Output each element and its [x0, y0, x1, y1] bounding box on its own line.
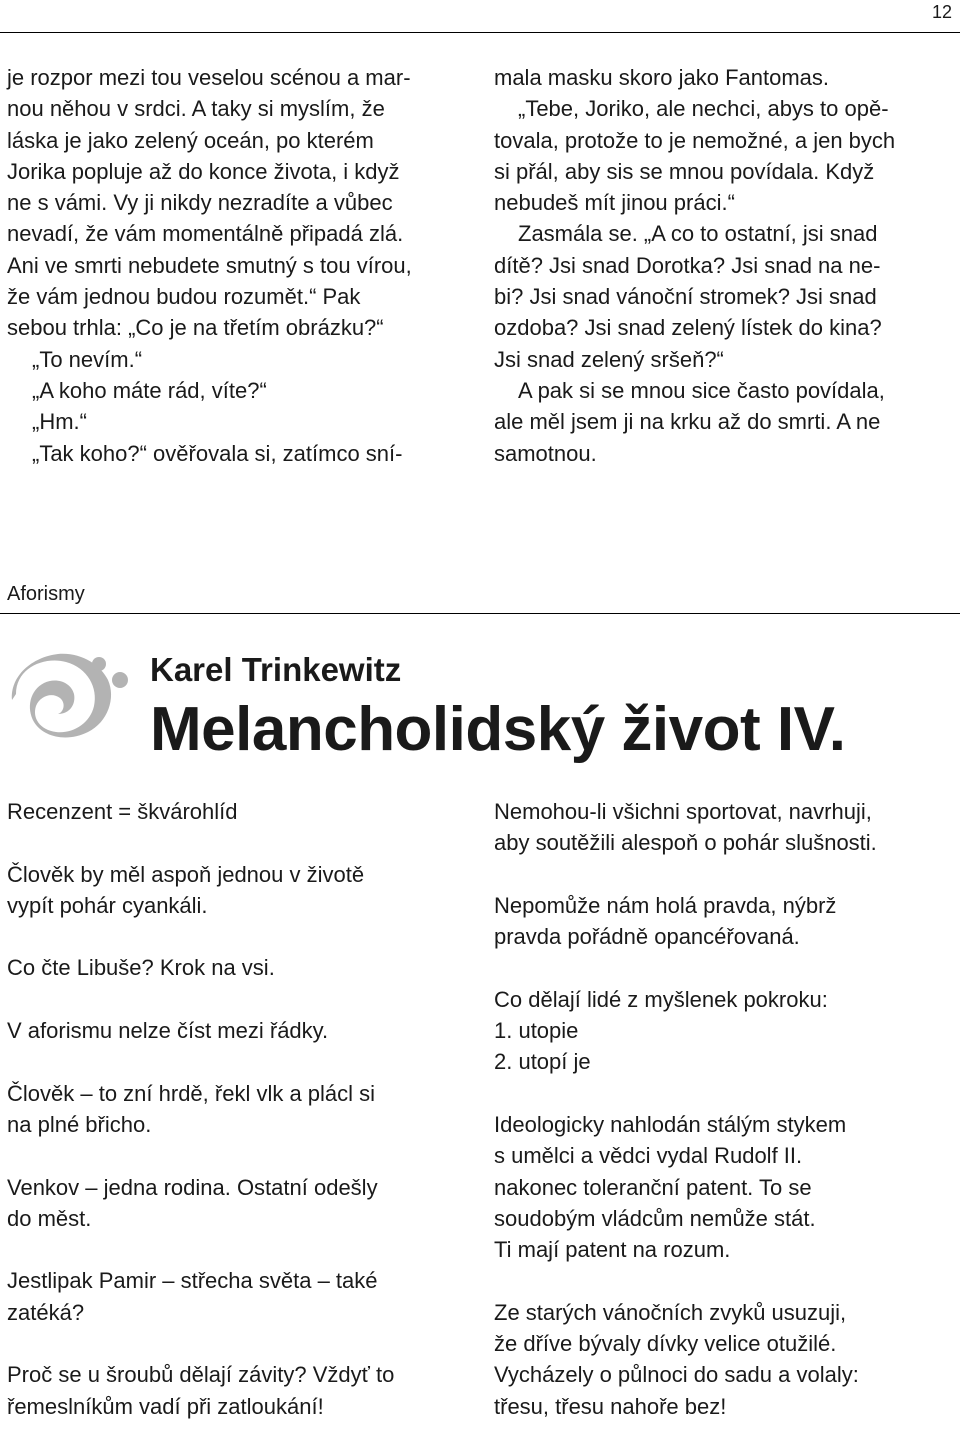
text-line: si přál, aby sis se mnou povídala. Když	[494, 158, 875, 184]
aphorism-line: pravda pořádně opancéřovaná.	[494, 924, 800, 950]
aphorism-line: Jestlipak Pamir – střecha světa – také	[7, 1268, 378, 1294]
text-line: Zasmála se. „A co to ostatní, jsi snad	[518, 221, 878, 247]
text-line: Jorika popluje až do konce života, i když	[7, 158, 400, 184]
text-line: nevadí, že vám momentálně připadá zlá.	[7, 221, 404, 247]
text-line: nebudeš mít jinou práci.“	[494, 190, 735, 216]
aphorism	[7, 952, 467, 983]
text-line: sebou trhla: „Co je na třetím obrázku?“	[7, 315, 384, 341]
aphorism	[494, 984, 954, 1078]
aphorism-line: Co čte Libuše? Krok na vsi.	[7, 955, 275, 981]
text-line: mala masku skoro jako Fantomas.	[494, 65, 830, 90]
aphorism-line: V aforismu nelze číst mezi řádky.	[7, 1018, 329, 1044]
aphorisms-column-right	[494, 796, 954, 1453]
aphorism	[7, 796, 467, 827]
text-line: ne s vámi. Vy ji nikdy nezradíte a vůbec	[7, 190, 393, 216]
author-name: Karel Trinkewitz	[150, 651, 402, 688]
aphorism-line: Nepomůže nám holá pravda, nýbrž	[494, 892, 837, 918]
header-rule	[0, 32, 960, 33]
text-line: nou něhou v srdci. A taky si myslím, že	[7, 96, 385, 122]
aphorism-line: 2. utopí je	[494, 1049, 591, 1075]
text-line: láska je jako zelený oceán, po kterém	[7, 127, 374, 153]
text-line: Jsi snad zelený sršeň?“	[494, 346, 724, 372]
aphorism-line: Člověk by měl aspoň jednou v životě	[7, 861, 365, 887]
aphorism	[7, 1078, 467, 1141]
text-line: bi? Jsi snad vánoční stromek? Jsi snad	[494, 284, 877, 310]
text-line: je rozpor mezi tou veselou scénou a mar-	[7, 65, 411, 90]
aphorism-line: Ti mají patent na rozum.	[494, 1237, 731, 1263]
text-line: ozdoba? Jsi snad zelený lístek do kina?	[494, 315, 882, 341]
text-line: ale měl jsem ji na krku až do smrti. A ne	[494, 409, 881, 435]
aphorism	[7, 859, 467, 922]
aphorism	[7, 1265, 467, 1328]
aphorism-line: řemeslníkům vadí při zatloukání!	[7, 1393, 324, 1419]
section-rule	[0, 613, 960, 614]
aphorism-line: aby soutěžili alespoň o pohár slušnosti.	[494, 830, 877, 856]
aphorism-line: Vycházely o půlnoci do sadu a volaly:	[494, 1362, 859, 1388]
aphorism	[494, 1109, 954, 1265]
story-column-left	[7, 62, 459, 469]
text-line: „Tebe, Joriko, ale nechci, abys to opě-	[518, 96, 889, 122]
aphorism-line: že dříve bývaly dívky velice otužilé.	[494, 1331, 837, 1357]
aphorism-line: do měst.	[7, 1205, 92, 1231]
aphorism	[7, 1172, 467, 1235]
aphorism-line: Recenzent = škvárohlíd	[7, 799, 238, 824]
aphorism	[7, 1015, 467, 1046]
text-line: samotnou.	[494, 440, 597, 466]
aphorism-line: Co dělají lidé z myšlenek pokroku:	[494, 986, 828, 1012]
aphorism	[7, 1359, 467, 1422]
aphorism-line: na plné břicho.	[7, 1111, 152, 1137]
aphorism	[494, 796, 954, 859]
aphorism-line: soudobým vládcům nemůže stát.	[494, 1205, 816, 1231]
aphorism-line: Venkov – jedna rodina. Ostatní odešly	[7, 1174, 378, 1200]
aphorism-line: Nemohou-li všichni sportovat, navrhuji,	[494, 799, 872, 824]
article-title: Melancholidský život IV.	[150, 695, 846, 764]
aphorism-line: 1. utopie	[494, 1018, 579, 1044]
text-line: „To nevím.“	[32, 346, 143, 372]
text-line: Ani ve smrti nebudete smutný s tou vírou,	[7, 252, 412, 278]
aphorism	[494, 1297, 954, 1422]
aphorism-line: s umělci a vědci vydal Rudolf II.	[494, 1143, 803, 1169]
text-line: „A koho máte rád, víte?“	[32, 377, 267, 403]
aphorism-line: vypít pohár cyankáli.	[7, 892, 208, 918]
text-line: tovala, protože to je nemožné, a jen bych	[494, 127, 896, 153]
story-column-right	[494, 62, 952, 469]
aphorism-line: nakonec toleranční patent. To se	[494, 1174, 812, 1200]
text-line: „Hm.“	[32, 409, 87, 435]
aphorism-line: Ideologicky nahlodán stálým stykem	[494, 1111, 847, 1137]
aphorism-line: Člověk – to zní hrdě, řekl vlk a plácl si	[7, 1080, 376, 1106]
text-line: A pak si se mnou sice často povídala,	[518, 377, 885, 403]
text-line: dítě? Jsi snad Dorotka? Jsi snad na ne-	[494, 252, 881, 278]
aphorism-line: třesu, třesu nahoře bez!	[494, 1393, 727, 1419]
aphorism-line: zatéká?	[7, 1299, 85, 1325]
section-label: Aforismy	[7, 583, 85, 605]
aphorism-line: Proč se u šroubů dělají závity? Vždyť to	[7, 1362, 395, 1388]
spiral-logo-icon	[4, 652, 134, 742]
aphorisms-column-left	[7, 796, 467, 1453]
text-line: že vám jednou budou rozumět.“ Pak	[7, 284, 361, 310]
page-number: 12	[931, 2, 952, 22]
text-line: „Tak koho?“ ověřovala si, zatímco sní-	[32, 440, 403, 466]
aphorism	[494, 890, 954, 953]
aphorism-line: Ze starých vánočních zvyků usuzuji,	[494, 1299, 847, 1325]
